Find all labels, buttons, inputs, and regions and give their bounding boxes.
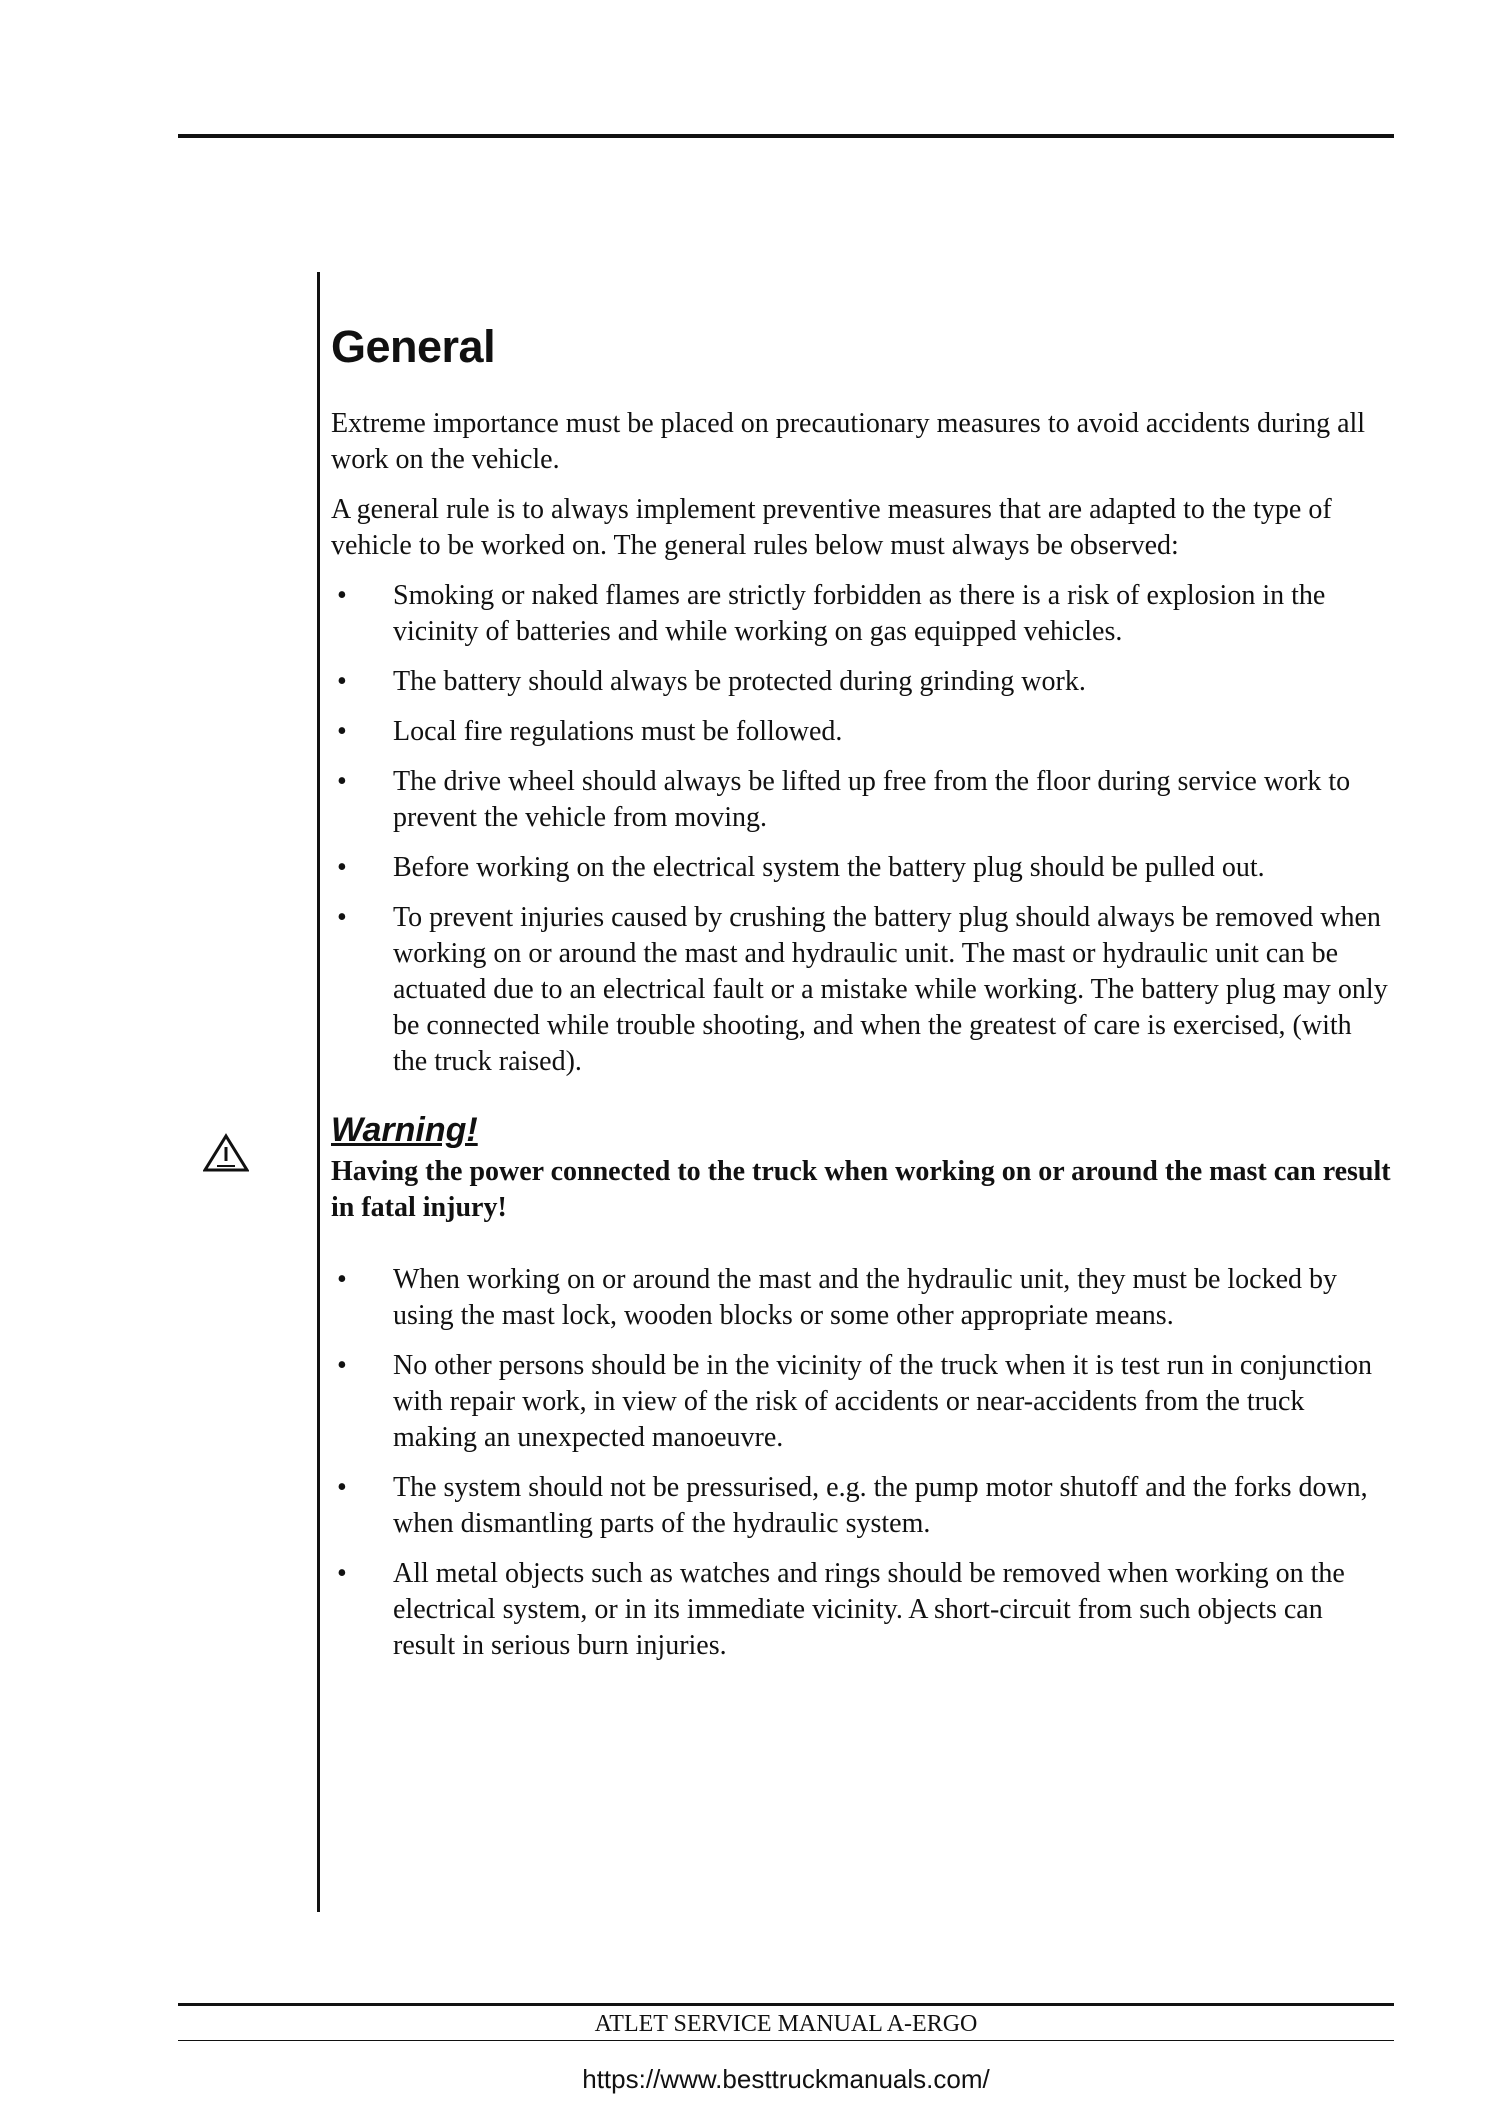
bullet-symbol: • bbox=[337, 665, 347, 697]
list-item: • The battery should always be protected during grinding work. bbox=[331, 664, 1391, 700]
page-content bbox=[331, 322, 1391, 1678]
bullet-symbol: • bbox=[337, 901, 347, 933]
list-item: • All metal objects such as watches and rings should be removed when working on the electrical system, or in its immediate vicinity. A short-circuit from such objects can result in serious burn injuries. bbox=[337, 1557, 1345, 1661]
change-bar bbox=[317, 272, 320, 1912]
warning-title: Warning! bbox=[331, 1110, 478, 1149]
warning-block bbox=[331, 1110, 1391, 1226]
section-title: General bbox=[331, 321, 496, 372]
list-item: • Before working on the electrical system the battery plug should be pulled out. bbox=[331, 850, 1391, 886]
list-item: • No other persons should be in the vicinity of the truck when it is test run in conjunction with repair work, in view of the risk of accidents or near-accidents from the truck making an unexpected manoeuvre. bbox=[337, 1349, 1373, 1453]
bullet-symbol: • bbox=[337, 765, 347, 797]
warning-text: Having the power connected to the truck when working on or around the mast can result in fatal injury! bbox=[331, 1155, 1391, 1223]
general-rules-list bbox=[331, 578, 1391, 1080]
bullet-symbol: • bbox=[337, 1471, 347, 1503]
bullet-symbol: • bbox=[337, 1557, 347, 1589]
list-item: • Local fire regulations must be followed. bbox=[331, 714, 1391, 750]
intro-paragraph: Extreme importance must be placed on precautionary measures to avoid accidents during all work on the vehicle. bbox=[331, 407, 1366, 475]
intro-paragraph: A general rule is to always implement preventive measures that are adapted to the type of vehicle to be worked on. The general rules below must always be observed: bbox=[331, 493, 1332, 561]
footer-rule bbox=[178, 2040, 1394, 2041]
warning-triangle-icon bbox=[203, 1133, 249, 1173]
list-item: • The drive wheel should always be lifted up free from the floor during service work to prevent the vehicle from moving. bbox=[337, 765, 1351, 833]
list-item: • When working on or around the mast and the hydraulic unit, they must be locked by using the mast lock, wooden blocks or some other appropriate means. bbox=[337, 1263, 1338, 1331]
bullet-symbol: • bbox=[337, 1349, 347, 1381]
bullet-symbol: • bbox=[337, 851, 347, 883]
footer-rule bbox=[178, 2003, 1394, 2006]
bullet-symbol: • bbox=[337, 579, 347, 611]
list-item: • The system should not be pressurised, e.g. the pump motor shutoff and the forks down, when dismantling parts of the hydraulic system. bbox=[337, 1471, 1368, 1539]
footer-url: https://www.besttruckmanuals.com/ bbox=[582, 2064, 990, 2094]
list-item: • Smoking or naked flames are strictly forbidden as there is a risk of explosion in the vicinity of batteries and while working on gas equipped vehicles. bbox=[337, 579, 1326, 647]
bullet-symbol: • bbox=[337, 1263, 347, 1295]
footer-title: ATLET SERVICE MANUAL A-ERGO bbox=[594, 2011, 978, 2037]
header-rule bbox=[178, 134, 1394, 138]
list-item: • To prevent injuries caused by crushing the battery plug should always be removed when working on or around the mast and hydraulic unit. The mast or hydraulic unit can be actuated due to an electrical fault or a mistake while working. The battery plug may only be connected while trouble shooting, and when the greatest of care is exercised, (with the truck raised). bbox=[337, 901, 1388, 1077]
bullet-symbol: • bbox=[337, 715, 347, 747]
warning-rules-list bbox=[331, 1262, 1391, 1664]
